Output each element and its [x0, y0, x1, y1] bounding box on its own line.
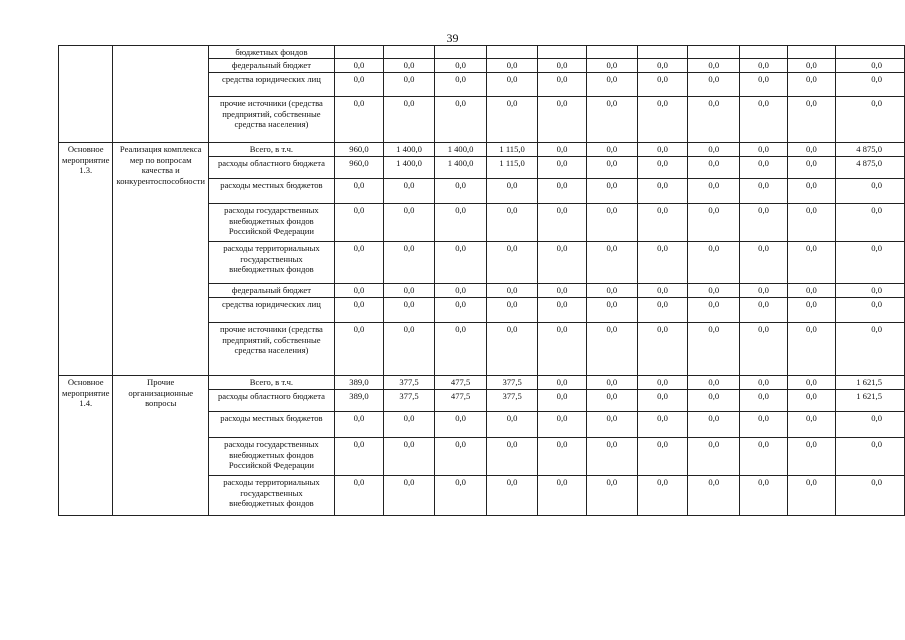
total-value-cell: 0,0 [835, 323, 904, 376]
value-cell: 1 115,0 [487, 157, 538, 179]
budget-table-body [59, 46, 905, 516]
value-cell: 0,0 [637, 438, 688, 476]
value-cell: 0,0 [637, 157, 688, 179]
value-cell: 0,0 [688, 157, 740, 179]
value-cell: 0,0 [487, 179, 538, 204]
value-cell: 0,0 [586, 179, 637, 204]
value-cell: 0,0 [334, 204, 383, 242]
value-cell: 0,0 [538, 59, 587, 73]
activity-name-cell: Прочие организационные вопросы [113, 376, 209, 516]
value-cell: 0,0 [538, 298, 587, 323]
value-cell: 0,0 [637, 204, 688, 242]
value-cell [384, 46, 435, 59]
value-cell: 0,0 [384, 476, 435, 516]
value-cell: 0,0 [787, 143, 835, 157]
value-cell: 0,0 [740, 412, 788, 438]
value-cell: 1 400,0 [435, 157, 487, 179]
value-cell: 0,0 [538, 242, 587, 284]
funding-source-cell: расходы областного бюджета [208, 157, 334, 179]
value-cell: 0,0 [787, 376, 835, 390]
value-cell: 0,0 [688, 376, 740, 390]
value-cell: 0,0 [487, 242, 538, 284]
value-cell: 0,0 [688, 284, 740, 298]
value-cell: 0,0 [688, 242, 740, 284]
funding-source-cell: Всего, в т.ч. [208, 143, 334, 157]
value-cell: 0,0 [740, 204, 788, 242]
value-cell: 0,0 [637, 59, 688, 73]
activity-name-cell [113, 46, 209, 143]
value-cell [538, 46, 587, 59]
value-cell: 0,0 [740, 438, 788, 476]
value-cell: 0,0 [538, 157, 587, 179]
funding-source-cell: расходы территориальных государственных внебюджетных фондов [208, 476, 334, 516]
value-cell: 477,5 [435, 390, 487, 412]
total-value-cell [835, 46, 904, 59]
value-cell: 0,0 [334, 284, 383, 298]
value-cell: 377,5 [384, 376, 435, 390]
value-cell: 0,0 [538, 390, 587, 412]
table-row [59, 143, 905, 157]
value-cell: 0,0 [487, 323, 538, 376]
value-cell: 0,0 [334, 179, 383, 204]
total-value-cell: 0,0 [835, 412, 904, 438]
value-cell: 0,0 [740, 390, 788, 412]
value-cell: 377,5 [384, 390, 435, 412]
value-cell: 0,0 [787, 323, 835, 376]
value-cell: 0,0 [435, 323, 487, 376]
value-cell: 0,0 [384, 73, 435, 97]
value-cell: 960,0 [334, 143, 383, 157]
value-cell: 0,0 [487, 204, 538, 242]
value-cell: 0,0 [740, 97, 788, 143]
total-value-cell: 0,0 [835, 97, 904, 143]
value-cell: 0,0 [586, 59, 637, 73]
value-cell: 0,0 [740, 298, 788, 323]
value-cell: 0,0 [384, 179, 435, 204]
value-cell: 0,0 [487, 412, 538, 438]
value-cell: 0,0 [435, 298, 487, 323]
value-cell: 389,0 [334, 390, 383, 412]
total-value-cell: 1 621,5 [835, 376, 904, 390]
value-cell: 0,0 [435, 438, 487, 476]
value-cell: 0,0 [637, 376, 688, 390]
total-value-cell: 0,0 [835, 179, 904, 204]
value-cell [586, 46, 637, 59]
value-cell: 0,0 [740, 323, 788, 376]
value-cell: 0,0 [334, 412, 383, 438]
funding-source-cell: средства юридических лиц [208, 298, 334, 323]
value-cell: 0,0 [740, 157, 788, 179]
value-cell: 0,0 [538, 376, 587, 390]
value-cell: 0,0 [787, 284, 835, 298]
value-cell: 0,0 [586, 157, 637, 179]
value-cell: 0,0 [435, 476, 487, 516]
value-cell: 0,0 [688, 143, 740, 157]
value-cell: 0,0 [586, 298, 637, 323]
total-value-cell: 0,0 [835, 476, 904, 516]
value-cell: 1 400,0 [435, 143, 487, 157]
value-cell: 1 115,0 [487, 143, 538, 157]
value-cell: 0,0 [740, 179, 788, 204]
value-cell: 0,0 [586, 242, 637, 284]
value-cell: 0,0 [688, 97, 740, 143]
value-cell: 0,0 [538, 204, 587, 242]
funding-source-cell: федеральный бюджет [208, 59, 334, 73]
value-cell: 0,0 [435, 73, 487, 97]
value-cell [787, 46, 835, 59]
value-cell: 960,0 [334, 157, 383, 179]
value-cell: 0,0 [334, 438, 383, 476]
value-cell: 0,0 [637, 242, 688, 284]
funding-source-cell: федеральный бюджет [208, 284, 334, 298]
value-cell: 0,0 [334, 97, 383, 143]
value-cell: 0,0 [538, 284, 587, 298]
value-cell: 0,0 [688, 438, 740, 476]
table-row [59, 46, 905, 59]
value-cell: 0,0 [586, 376, 637, 390]
value-cell: 0,0 [740, 284, 788, 298]
value-cell: 0,0 [586, 204, 637, 242]
funding-source-cell: прочие источники (средства предприятий, собственные средства населения) [208, 323, 334, 376]
value-cell: 0,0 [487, 298, 538, 323]
value-cell: 0,0 [487, 73, 538, 97]
total-value-cell: 0,0 [835, 298, 904, 323]
total-value-cell: 0,0 [835, 59, 904, 73]
value-cell: 389,0 [334, 376, 383, 390]
value-cell: 0,0 [384, 204, 435, 242]
funding-source-cell: прочие источники (средства предприятий, собственные средства населения) [208, 97, 334, 143]
funding-source-cell: Всего, в т.ч. [208, 376, 334, 390]
value-cell: 0,0 [586, 97, 637, 143]
value-cell: 0,0 [586, 73, 637, 97]
value-cell: 0,0 [688, 390, 740, 412]
value-cell: 0,0 [435, 284, 487, 298]
value-cell: 0,0 [384, 97, 435, 143]
value-cell: 0,0 [740, 242, 788, 284]
funding-source-cell: бюджетных фондов [208, 46, 334, 59]
value-cell: 0,0 [787, 390, 835, 412]
value-cell: 0,0 [538, 143, 587, 157]
value-cell: 0,0 [334, 298, 383, 323]
value-cell [334, 46, 383, 59]
value-cell: 0,0 [637, 412, 688, 438]
value-cell: 0,0 [586, 438, 637, 476]
value-cell: 0,0 [538, 97, 587, 143]
value-cell: 0,0 [384, 438, 435, 476]
value-cell: 0,0 [586, 412, 637, 438]
value-cell: 0,0 [586, 143, 637, 157]
value-cell: 0,0 [334, 476, 383, 516]
value-cell: 0,0 [435, 242, 487, 284]
total-value-cell: 0,0 [835, 284, 904, 298]
value-cell [688, 46, 740, 59]
value-cell: 0,0 [487, 284, 538, 298]
value-cell [435, 46, 487, 59]
value-cell: 0,0 [787, 298, 835, 323]
value-cell: 0,0 [637, 298, 688, 323]
value-cell: 0,0 [637, 284, 688, 298]
value-cell: 0,0 [435, 97, 487, 143]
value-cell: 0,0 [637, 179, 688, 204]
total-value-cell: 4 875,0 [835, 143, 904, 157]
value-cell: 0,0 [586, 390, 637, 412]
page-number: 39 [446, 31, 459, 45]
value-cell: 0,0 [384, 298, 435, 323]
value-cell: 0,0 [688, 323, 740, 376]
value-cell: 0,0 [586, 284, 637, 298]
value-cell: 0,0 [787, 204, 835, 242]
value-cell: 0,0 [787, 412, 835, 438]
value-cell: 0,0 [384, 284, 435, 298]
budget-table [58, 45, 905, 516]
value-cell: 0,0 [688, 412, 740, 438]
value-cell: 0,0 [740, 143, 788, 157]
value-cell: 0,0 [688, 73, 740, 97]
value-cell: 0,0 [384, 242, 435, 284]
value-cell: 0,0 [487, 97, 538, 143]
value-cell: 0,0 [787, 157, 835, 179]
value-cell: 0,0 [787, 242, 835, 284]
value-cell: 0,0 [688, 298, 740, 323]
value-cell: 377,5 [487, 376, 538, 390]
value-cell: 0,0 [435, 204, 487, 242]
value-cell: 0,0 [637, 143, 688, 157]
funding-source-cell: расходы территориальных государственных внебюджетных фондов [208, 242, 334, 284]
value-cell: 0,0 [787, 97, 835, 143]
value-cell: 477,5 [435, 376, 487, 390]
value-cell: 0,0 [688, 204, 740, 242]
value-cell: 0,0 [487, 476, 538, 516]
value-cell: 0,0 [637, 390, 688, 412]
value-cell: 377,5 [487, 390, 538, 412]
activity-name-cell: Реализация комплекса мер по вопросам качества и конкурентоспособности [113, 143, 209, 376]
total-value-cell: 0,0 [835, 73, 904, 97]
value-cell: 0,0 [435, 59, 487, 73]
value-cell: 0,0 [787, 59, 835, 73]
funding-source-cell: расходы государственных внебюджетных фондов Российской Федерации [208, 204, 334, 242]
value-cell: 0,0 [538, 73, 587, 97]
value-cell: 0,0 [637, 73, 688, 97]
value-cell [740, 46, 788, 59]
value-cell: 1 400,0 [384, 143, 435, 157]
funding-source-cell: расходы государственных внебюджетных фондов Российской Федерации [208, 438, 334, 476]
value-cell: 0,0 [787, 73, 835, 97]
value-cell: 0,0 [384, 59, 435, 73]
value-cell: 0,0 [538, 323, 587, 376]
value-cell: 0,0 [586, 323, 637, 376]
value-cell: 0,0 [334, 242, 383, 284]
value-cell: 0,0 [688, 59, 740, 73]
value-cell: 0,0 [384, 323, 435, 376]
value-cell: 0,0 [538, 476, 587, 516]
table-row [59, 376, 905, 390]
value-cell: 0,0 [538, 179, 587, 204]
value-cell: 0,0 [586, 476, 637, 516]
value-cell: 0,0 [787, 438, 835, 476]
value-cell: 0,0 [435, 412, 487, 438]
total-value-cell: 0,0 [835, 204, 904, 242]
value-cell: 0,0 [637, 323, 688, 376]
value-cell: 0,0 [538, 412, 587, 438]
activity-cell: Основное мероприятие 1.3. [59, 143, 113, 376]
value-cell: 0,0 [334, 59, 383, 73]
activity-cell: Основное мероприятие 1.4. [59, 376, 113, 516]
value-cell: 0,0 [435, 179, 487, 204]
total-value-cell: 1 621,5 [835, 390, 904, 412]
value-cell: 0,0 [688, 476, 740, 516]
value-cell: 0,0 [688, 179, 740, 204]
value-cell [487, 46, 538, 59]
value-cell: 0,0 [487, 59, 538, 73]
value-cell: 0,0 [384, 412, 435, 438]
funding-source-cell: средства юридических лиц [208, 73, 334, 97]
value-cell: 0,0 [637, 97, 688, 143]
activity-cell [59, 46, 113, 143]
funding-source-cell: расходы местных бюджетов [208, 179, 334, 204]
total-value-cell: 0,0 [835, 438, 904, 476]
value-cell: 0,0 [538, 438, 587, 476]
total-value-cell: 0,0 [835, 242, 904, 284]
value-cell: 0,0 [740, 476, 788, 516]
value-cell: 0,0 [334, 73, 383, 97]
value-cell: 0,0 [787, 476, 835, 516]
value-cell: 0,0 [637, 476, 688, 516]
value-cell: 0,0 [334, 323, 383, 376]
value-cell [637, 46, 688, 59]
value-cell: 0,0 [487, 438, 538, 476]
value-cell: 0,0 [740, 376, 788, 390]
funding-source-cell: расходы местных бюджетов [208, 412, 334, 438]
value-cell: 0,0 [740, 59, 788, 73]
value-cell: 1 400,0 [384, 157, 435, 179]
total-value-cell: 4 875,0 [835, 157, 904, 179]
funding-source-cell: расходы областного бюджета [208, 390, 334, 412]
value-cell: 0,0 [740, 73, 788, 97]
value-cell: 0,0 [787, 179, 835, 204]
